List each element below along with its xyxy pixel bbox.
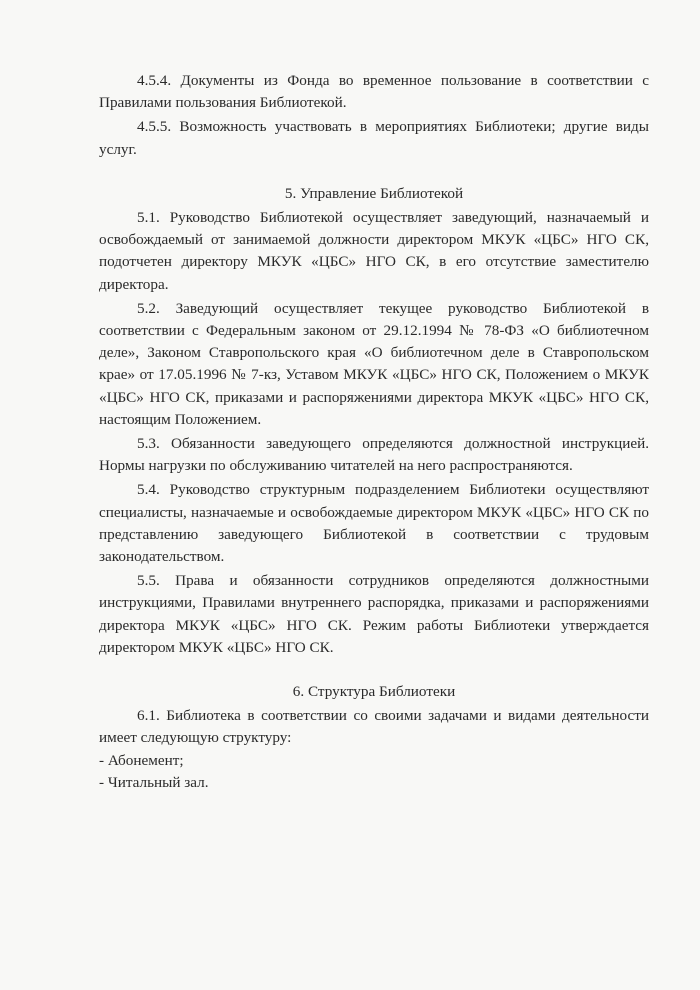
list-item-reading-room: - Читальный зал.: [99, 773, 209, 791]
section-5-heading: 5. Управление Библиотекой: [284, 184, 464, 202]
document-body: [99, 70, 649, 794]
paragraph-5-1: 5.1. Руководство Библиотекой осуществляет заведующий, назначаемый и освобождаемый от занимаемой должности директором МКУК «ЦБС» НГО СК, подотчетен директору МКУК «ЦБС» НГО СК, в его отсутствие заместителю директора.: [99, 209, 649, 293]
paragraph-6-1: 6.1. Библиотека в соответствии со своими задачами и видами деятельности имеет следующую структуру:: [99, 707, 649, 747]
list-item-abonement: - Абонемент;: [99, 751, 184, 769]
paragraph-5-2: 5.2. Заведующий осуществляет текущее руководство Библиотекой в соответствии с Федеральным законом от 29.12.1994 № 78-ФЗ «О библиотечном деле», Законом Ставропольского края «О библиотечном деле в Ставропольском крае» от 17.05.1996 № 7-кз, Уставом МКУК «ЦБС» НГО СК, Положением о МКУК «ЦБС» НГО СК, приказами и распоряжениями директора МКУК «ЦБС» НГО СК, настоящим Положением.: [99, 299, 649, 428]
paragraph-4-5-4: 4.5.4. Документы из Фонда во временное пользование в соответствии с Правилами пользования Библиотекой.: [99, 72, 649, 112]
paragraph-5-4: 5.4. Руководство структурным подразделением Библиотеки осуществляют специалисты, назначаемые и освобождаемые директором МКУК «ЦБС» НГО СК по представлению заведующего Библиотекой в соответствии с трудовым законодательством.: [99, 481, 649, 566]
section-6-heading: 6. Структура Библиотеки: [292, 683, 456, 701]
paragraph-5-5: 5.5. Права и обязанности сотрудников определяются должностными инструкциями, Правилами внутреннего распорядка, приказами и распоряжениями директора МКУК «ЦБС» НГО СК. Режим работы Библиотеки утверждается директором МКУК «ЦБС» НГО СК.: [99, 572, 649, 656]
paragraph-4-5-5: 4.5.5. Возможность участвовать в мероприятиях Библиотеки; другие виды услуг.: [99, 118, 649, 158]
paragraph-5-3: 5.3. Обязанности заведующего определяются должностной инструкцией. Нормы нагрузки по обслуживанию читателей на него распространяются.: [99, 435, 649, 475]
